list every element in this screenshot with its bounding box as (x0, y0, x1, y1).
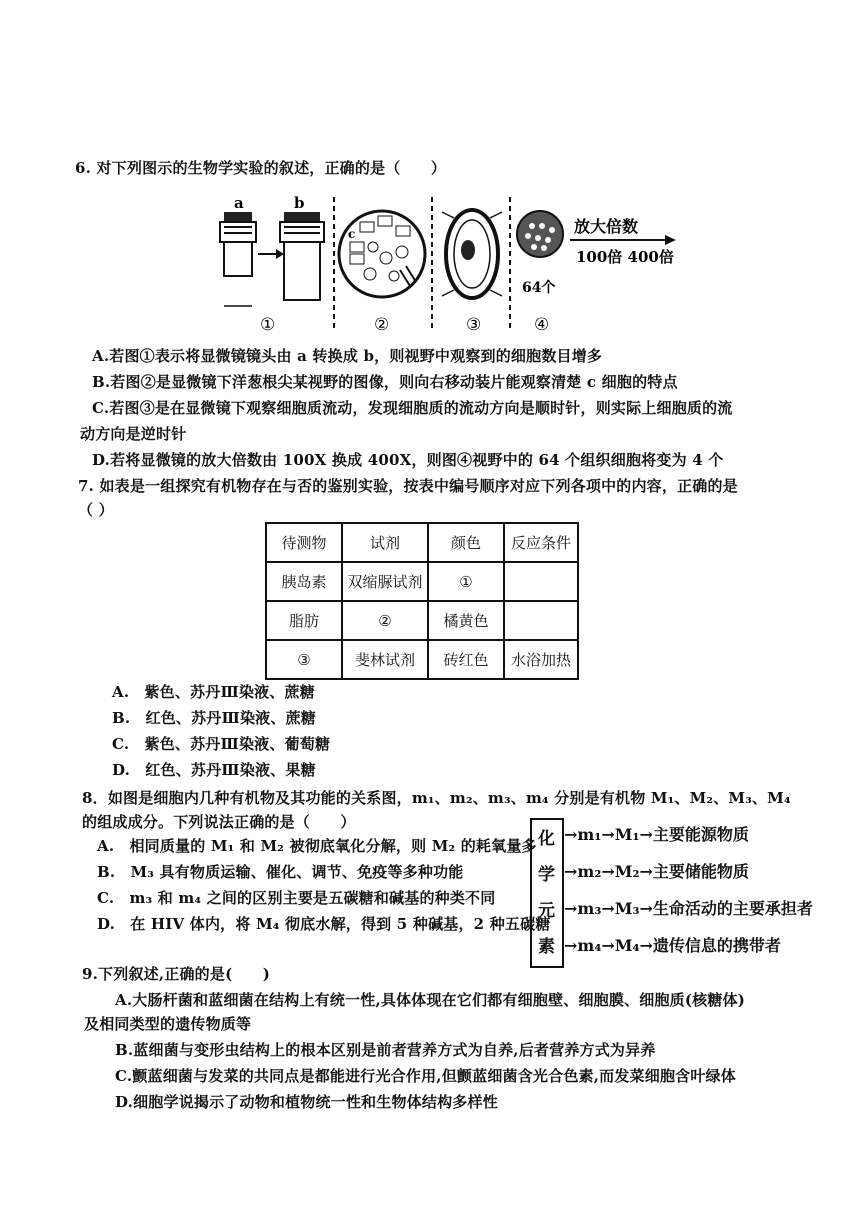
panel-2-label: ② (374, 315, 390, 335)
q9-option-b: B.蓝细菌与变形虫结构上的根本区别是前者营养方式为自养,后者营养方式为异养 (115, 1041, 656, 1059)
mag-values: 100倍 400倍 (576, 248, 674, 266)
q8-option-c: C. m₃ 和 m₄ 之间的区别主要是五碳糖和碱基的种类不同 (97, 889, 496, 907)
table-header-row (266, 523, 578, 562)
q8-stem: 8．如图是细胞内几种有机物及其功能的关系图，m₁、m₂、m₃、m₄ 分别是有机物 M₁、M₂、M₃、M₄ (82, 789, 791, 807)
q7-option-b: B. 红色、苏丹Ⅲ染液、蔗糖 (112, 709, 316, 727)
panel-1-label: ① (260, 315, 276, 335)
q6-figure (210, 192, 680, 337)
mag-title: 放大倍数 (574, 217, 639, 236)
table-cell: 水浴加热 (504, 640, 578, 679)
table-cell: 砖红色 (428, 640, 504, 679)
table-cell: 脂肪 (266, 601, 342, 640)
table-header: 反应条件 (504, 523, 578, 562)
panel-3-label: ③ (466, 315, 482, 335)
q9-stem: 9.下列叙述,正确的是( ) (82, 965, 271, 983)
table-row (266, 601, 578, 640)
table-row (266, 562, 578, 601)
q6-stem: 6. 对下列图示的生物学实验的叙述，正确的是（ ） (75, 159, 447, 177)
q6-option-a: A.若图①表示将显微镜镜头由 a 转换成 b，则视野中观察到的细胞数目增多 (92, 347, 603, 365)
q9-option-c: C.颤蓝细菌与发菜的共同点是都能进行光合作用,但颤蓝细菌含光合色素,而发菜细胞含叶绿体 (115, 1067, 736, 1085)
table-cell: 胰岛素 (266, 562, 342, 601)
cell-count: 64个 (522, 280, 556, 296)
chemical-elements-box (530, 818, 564, 968)
diagram-row: →m₄→M₄→遗传信息的携带者 (564, 936, 781, 955)
table-cell: ② (342, 601, 428, 640)
box-char: 学 (538, 865, 555, 885)
label-b: b (294, 194, 305, 212)
q7-stem-cont: （ ） (78, 501, 114, 519)
table-cell (504, 601, 578, 640)
label-c: c (348, 227, 356, 241)
reagent-table (265, 522, 579, 680)
diagram-row: →m₃→M₃→生命活动的主要承担者 (564, 899, 813, 918)
table-row (266, 640, 578, 679)
diagram-row: →m₂→M₂→主要储能物质 (564, 862, 749, 881)
table-cell: 双缩脲试剂 (342, 562, 428, 601)
table-header: 试剂 (342, 523, 428, 562)
table-cell: 斐林试剂 (342, 640, 428, 679)
panel-4-label: ④ (534, 315, 550, 335)
diagram-row: →m₁→M₁→主要能源物质 (564, 825, 749, 844)
microscope-figure (210, 192, 680, 337)
q6-option-c-cont: 动方向是逆时针 (80, 425, 187, 443)
q9-option-a-cont: 及相同类型的遗传物质等 (84, 1015, 252, 1033)
table-cell: ③ (266, 640, 342, 679)
q6-option-d: D.若将显微镜的放大倍数由 100X 换成 400X，则图④视野中的 64 个组织细胞将变为 4 个 (92, 451, 724, 469)
table-cell (504, 562, 578, 601)
q7-stem: 7. 如表是一组探究有机物存在与否的鉴别实验，按表中编号顺序对应下列各项中的内容，正确的是 (78, 477, 738, 495)
q7-option-d: D. 红色、苏丹Ⅲ染液、果糖 (112, 761, 316, 779)
organic-matter-diagram (530, 818, 830, 968)
q7-option-c: C. 紫色、苏丹Ⅲ染液、葡萄糖 (112, 735, 331, 753)
q8-option-d: D. 在 HIV 体内，将 M₄ 彻底水解，得到 5 种碱基，2 种五碳糖 (97, 915, 551, 933)
q7-option-a: A. 紫色、苏丹Ⅲ染液、蔗糖 (112, 683, 315, 701)
table-header: 待测物 (266, 523, 342, 562)
box-char: 元 (538, 901, 555, 921)
table-cell: 橘黄色 (428, 601, 504, 640)
box-char: 素 (538, 937, 555, 957)
q6-option-c: C.若图③是在显微镜下观察细胞质流动，发现细胞质的流动方向是顺时针，则实际上细胞质的流 (92, 399, 733, 417)
q8-stem-cont: 的组成成分。下列说法正确的是（ ） (82, 813, 356, 831)
label-a: a (234, 194, 244, 212)
box-char: 化 (538, 829, 555, 849)
q9-option-d: D.细胞学说揭示了动物和植物统一性和生物体结构多样性 (115, 1093, 498, 1111)
table-header: 颜色 (428, 523, 504, 562)
q8-option-b: B. M₃ 具有物质运输、催化、调节、免疫等多种功能 (97, 863, 464, 881)
q8-option-a: A. 相同质量的 M₁ 和 M₂ 被彻底氧化分解，则 M₂ 的耗氧量多 (97, 837, 537, 855)
q6-option-b: B.若图②是显微镜下洋葱根尖某视野的图像，则向右移动装片能观察清楚 c 细胞的特点 (92, 373, 678, 391)
q9-option-a: A.大肠杆菌和蓝细菌在结构上有统一性,具体体现在它们都有细胞壁、细胞膜、细胞质(核糖体) (115, 991, 746, 1009)
table-cell: ① (428, 562, 504, 601)
